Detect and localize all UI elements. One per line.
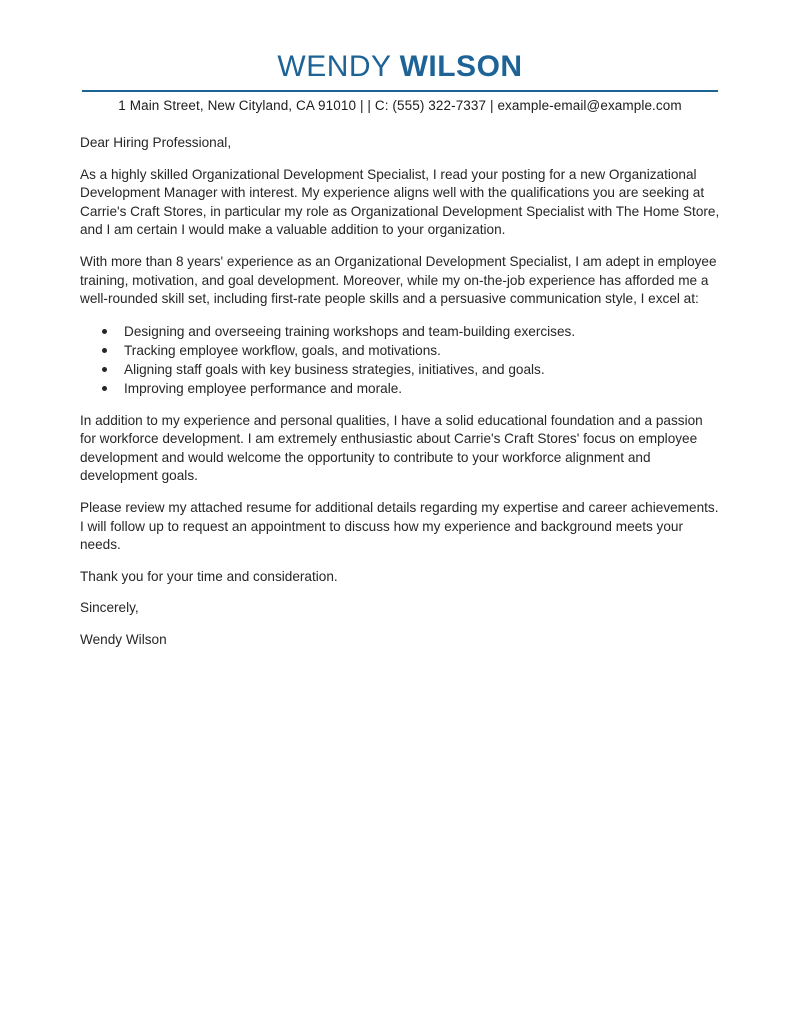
skill-item: Tracking employee workflow, goals, and motivations. bbox=[102, 341, 720, 360]
candidate-last-name: WILSON bbox=[399, 50, 523, 83]
candidate-name bbox=[80, 50, 720, 83]
header-divider bbox=[82, 90, 718, 92]
skill-item: Aligning staff goals with key business strategies, initiatives, and goals. bbox=[102, 360, 720, 379]
salutation: Dear Hiring Professional, bbox=[80, 135, 232, 150]
paragraph-experience: With more than 8 years' experience as an Organizational Development Specialist, I am adept in employee training, motivation, and goal development. Moreover, while my on-the-job experience has afforded me a well-rounded skill set, including first-rate people skills and a persuasive communication style, I excel at: bbox=[80, 253, 717, 307]
paragraph-thanks: Thank you for your time and consideration. bbox=[80, 568, 338, 584]
paragraph-resume: Please review my attached resume for additional details regarding my expertise and career achievements. I will follow up to request an appointment to discuss how my experience and background meets your needs. bbox=[80, 499, 719, 553]
skill-item: Improving employee performance and morale. bbox=[102, 379, 720, 398]
letter-header bbox=[80, 50, 720, 113]
skill-item: Designing and overseeing training workshops and team-building exercises. bbox=[102, 322, 720, 341]
letter-body bbox=[80, 134, 720, 650]
contact-info: 1 Main Street, New Cityland, CA 91010 | | C: (555) 322-7337 | example-email@example.com bbox=[118, 98, 682, 113]
signature-name: Wendy Wilson bbox=[80, 631, 167, 647]
candidate-first-name: WENDY bbox=[277, 50, 392, 83]
skill-list bbox=[80, 322, 720, 399]
paragraph-education: In addition to my experience and personal qualities, I have a solid educational foundation and a passion for workforce development. I am extremely enthusiastic about Carrie's Craft Stores' focus on employee development and would welcome the opportunity to contribute to your workforce alignment and development goals. bbox=[80, 412, 703, 484]
paragraph-intro: As a highly skilled Organizational Development Specialist, I read your posting for a new Organizational Development Manager with interest. My experience aligns well with the qualifications you are seeking at Carrie's Craft Stores, in particular my role as Organizational Development Specialist with The Home Store, and I am certain I would make a valuable addition to your organization. bbox=[80, 166, 720, 238]
signoff: Sincerely, bbox=[80, 600, 139, 616]
